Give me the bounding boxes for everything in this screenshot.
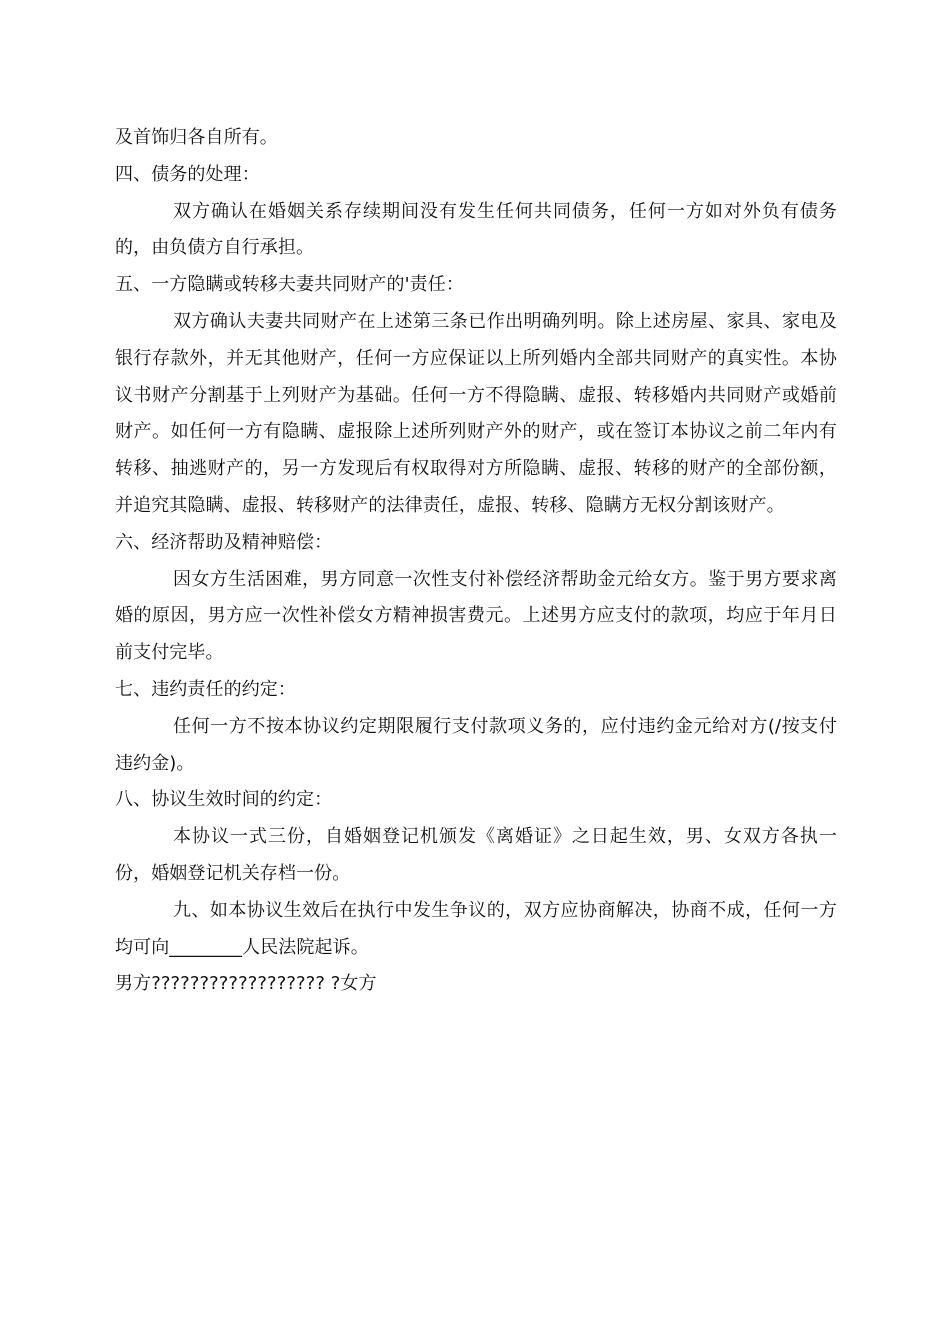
signature-line: 男方?????????????????? ?女方 xyxy=(115,973,377,995)
paragraph-effective-date: 本协议一式三份，自婚姻登记机颁发《离婚证》之日起生效，男、女双方各执一份，婚姻登记机关存档一份。 xyxy=(115,826,837,884)
paragraph-dispute: 九、如本协议生效后在执行中发生争议的，双方应协商解决，协商不成，任何一方均可向________人民法院起诉。 xyxy=(115,899,837,958)
paragraph-breach: 任何一方不按本协议约定期限履行支付款项义务的，应付违约金元给对方(/按支付违约金)。 xyxy=(115,715,837,774)
section-heading-compensation: 六、经济帮助及精神赔偿： xyxy=(115,531,333,553)
section-heading-debts: 四、债务的处理： xyxy=(115,163,260,185)
paragraph-compensation: 因女方生活困难，男方同意一次性支付补偿经济帮助金元给女方。鉴于男方要求离婚的原因，男方应一次性补偿女方精神损害费元。上述男方应支付的款项，均应于年月日前支付完毕。 xyxy=(115,568,837,664)
paragraph-debts: 双方确认在婚姻关系存续期间没有发生任何共同债务，任何一方如对外负有债务的，由负债方自行承担。 xyxy=(115,200,837,259)
document-body xyxy=(115,120,837,1003)
paragraph-continuation: 及首饰归各自所有。 xyxy=(115,127,278,148)
paragraph-concealment: 双方确认夫妻共同财产在上述第三条已作出明确列明。除上述房屋、家具、家电及银行存款外，并无其他财产，任何一方应保证以上所列婚内全部共同财产的真实性。本协议书财产分割基于上列财产为基础。任何一方不得隐瞒、虚报、转移婚内共同财产或婚前财产。如任何一方有隐瞒、虚报除上述所列财产外的财产，或在签订本协议之前二年内有转移、抽逃财产的，另一方发现后有权取得对方所隐瞒、虚报、转移的财产的全部份额，并追究其隐瞒、虚报、转移财产的法律责任，虚报、转移、隐瞒方无权分割该财产。 xyxy=(115,310,837,516)
section-heading-effective-date: 八、协议生效时间的约定： xyxy=(115,789,333,811)
section-heading-breach: 七、违约责任的约定： xyxy=(115,678,296,700)
section-heading-concealment: 五、一方隐瞒或转移夫妻共同财产的'责任： xyxy=(115,274,464,296)
